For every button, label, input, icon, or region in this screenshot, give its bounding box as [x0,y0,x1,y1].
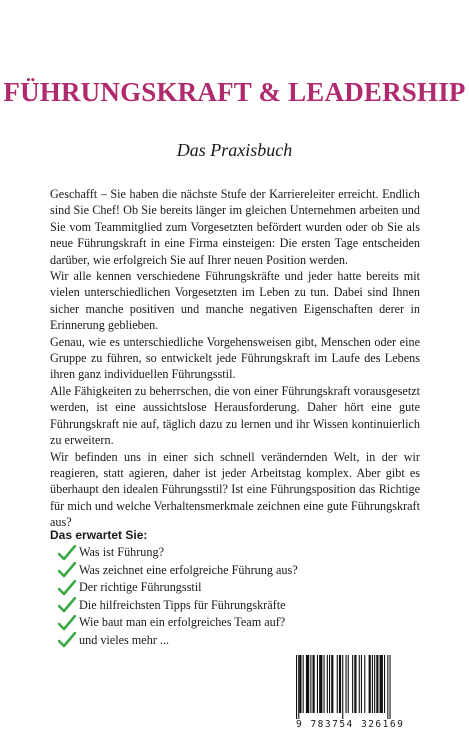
blurb-paragraph: Alle Fähigkeiten zu beherrschen, die von einer Führungskraft vorausgesetzt werden, ist eine aussichtslose Herausforderung. Daher hört eine gute Führungskraft nie auf, täglich dazu zu lernen und ihr Wissen kontinuierlich zu erweitern. [50,383,420,448]
book-title [0,78,469,107]
blurb-text [50,186,420,531]
check-icon [58,545,76,561]
barcode-icon [294,655,434,719]
list-item [58,562,298,580]
list-item [58,632,298,650]
list-item-label: und vieles mehr ... [79,632,170,647]
check-icon [58,615,76,631]
check-icon [58,562,76,578]
blurb-paragraph: Geschafft – Sie haben die nächste Stufe der Karriereleiter erreicht. Endlich sind Sie Chef! Ob Sie bereits länger im gleichen Unternehmen arbeiten und Sie vom Teammitglied zum Vorgesetzten befördert wurden oder ob Sie als neue Führungskraft in eine Firma einsteigen: Die ersten Tage entscheiden darüber, wie erfolgreich Sie auf Ihrer neuen Position werden. [50,187,420,267]
check-icon [58,632,76,648]
list-item-label: Die hilfreichsten Tipps für Führungskräfte [79,597,286,612]
expect-list [58,544,298,649]
list-item-label: Was zeichnet eine erfolgreiche Führung aus? [79,562,298,577]
book-title-text: FÜHRUNGSKRAFT & LEADERSHIP [3,77,466,107]
check-icon [58,597,76,613]
barcode [294,655,434,727]
isbn-number: 9 783754 326169 [296,719,405,730]
list-item-label: Der richtige Führungsstil [79,580,202,595]
list-item [58,597,298,615]
check-icon [58,580,76,596]
expect-heading: Das erwartet Sie: [50,528,148,542]
blurb-paragraph: Wir alle kennen verschiedene Führungskräfte und jeder hatte bereits mit vielen unterschiedlichen Vorgesetzten im Leben zu tun. Dabei sind Ihnen sicher manche positiven und manche negativen Eigenschaften derer in Erinnerung geblieben. [50,269,420,333]
list-item-label: Was ist Führung? [79,545,165,560]
blurb-paragraph: Wir befinden uns in einer sich schnell verändernden Welt, in der wir reagieren, statt agieren, daher ist jeder Arbeitstag komplex. Aber gibt es überhaupt den idealen Führungsstil? Ist eine Führungsposition das Richtige für mich und welche Verhaltensmerkmale zeichnen eine gute Führungskraft aus? [50,449,420,530]
list-item [58,544,298,562]
blurb-paragraph: Genau, wie es unterschiedliche Vorgehensweisen gibt, Menschen oder eine Gruppe zu führen, so entwickelt jede Führungskraft im Laufe des Lebens ihren ganz individuellen Führungsstil. [50,334,420,382]
list-item-label: Wie baut man ein erfolgreiches Team auf? [79,615,286,630]
list-item [58,579,298,597]
book-subtitle: Das Praxisbuch [176,140,293,160]
list-item [58,614,298,632]
